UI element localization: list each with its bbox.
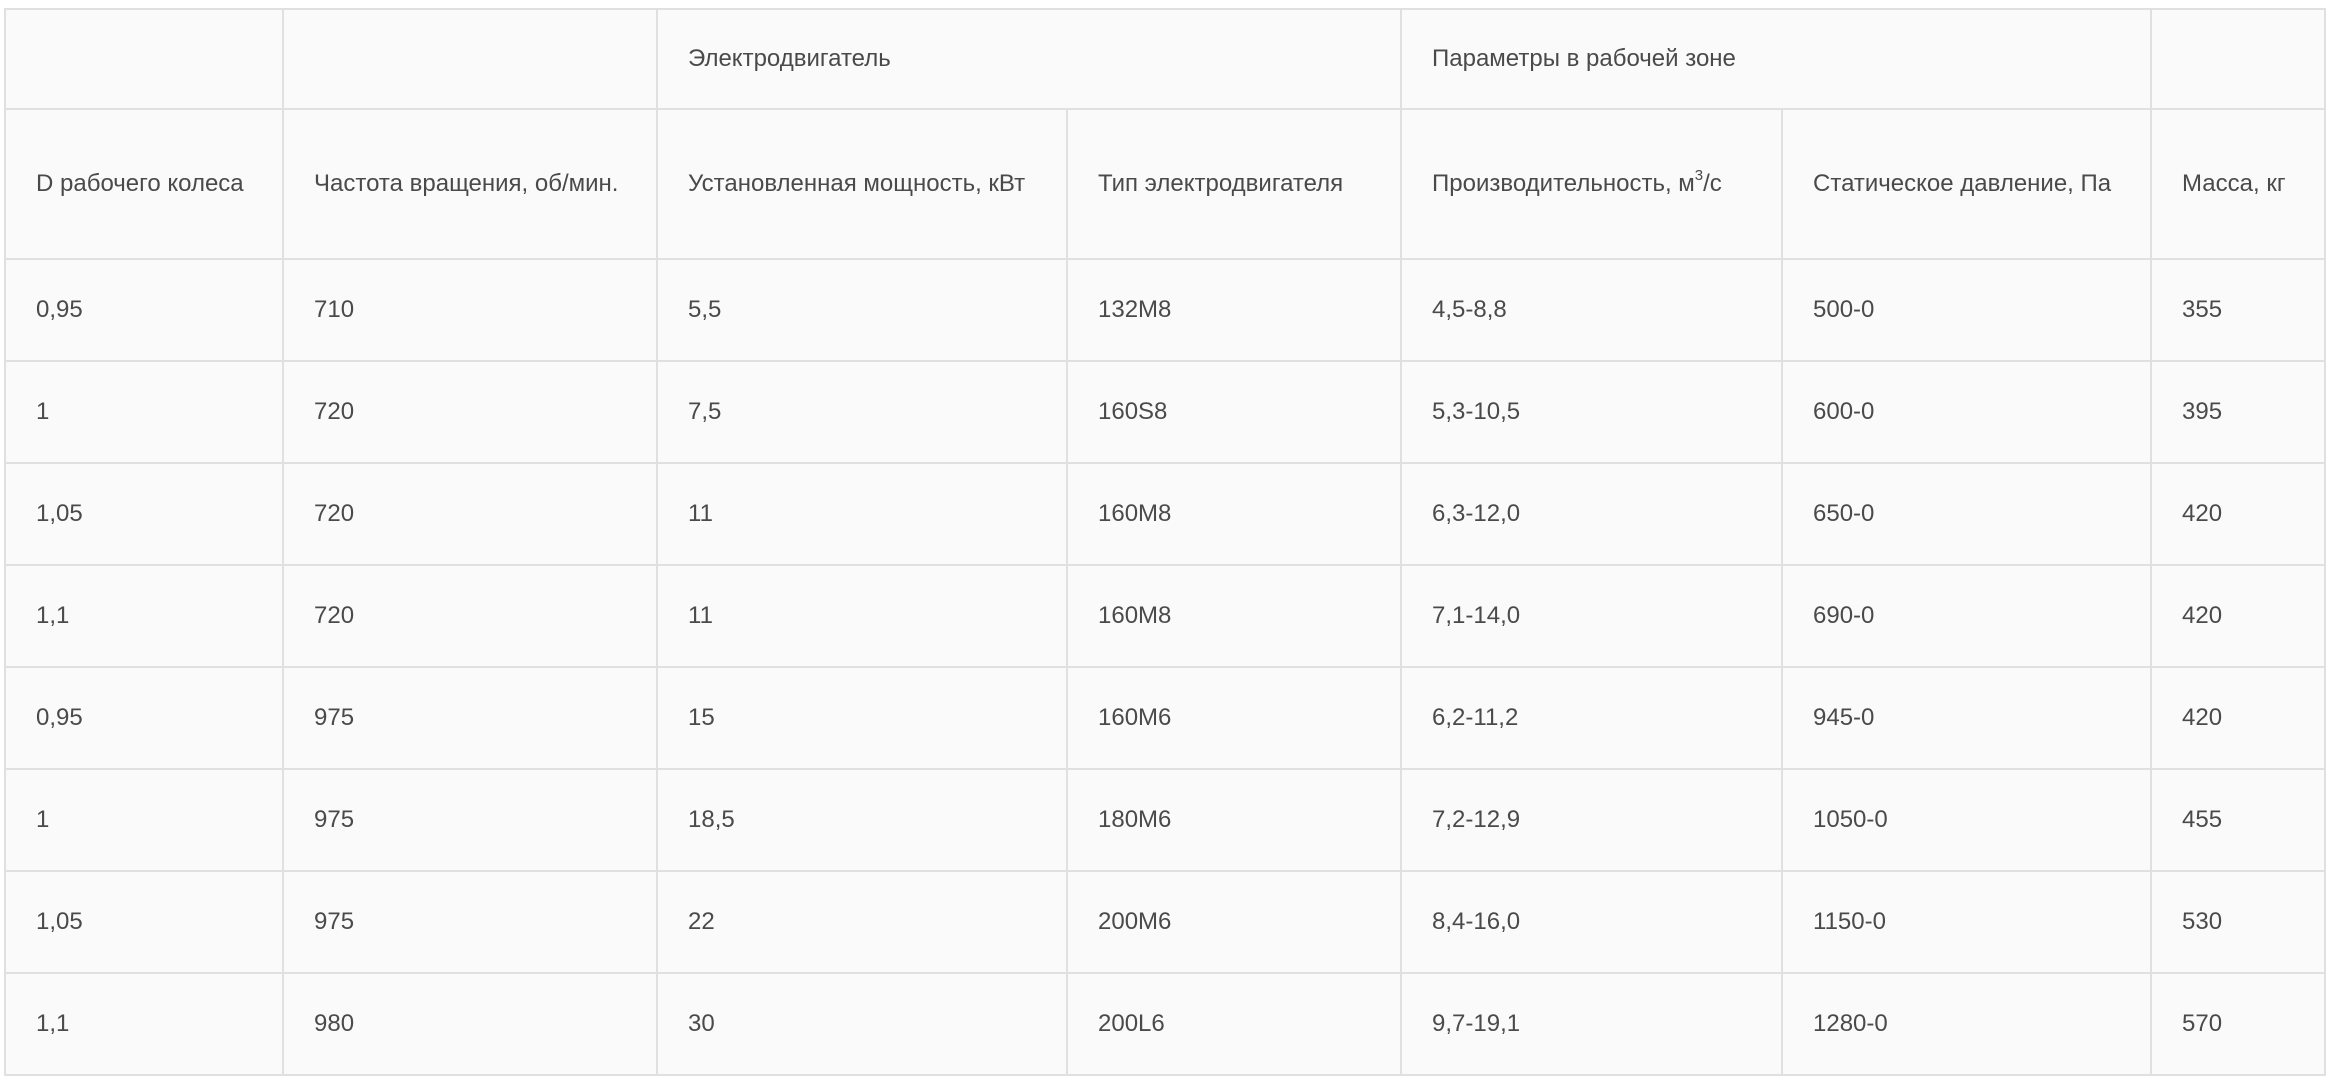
group-header-blank (283, 9, 657, 109)
cell-motor-type: 160S8 (1067, 361, 1401, 463)
cell-motor-type: 200L6 (1067, 973, 1401, 1075)
cell-d-wheel: 1,05 (5, 463, 283, 565)
fan-specs-table (4, 8, 2326, 1076)
cell-capacity: 8,4-16,0 (1401, 871, 1782, 973)
cell-mass: 395 (2151, 361, 2325, 463)
cell-d-wheel: 1,05 (5, 871, 283, 973)
cell-rpm: 720 (283, 565, 657, 667)
cell-pressure: 650-0 (1782, 463, 2151, 565)
cell-capacity: 7,2-12,9 (1401, 769, 1782, 871)
cell-pressure: 1050-0 (1782, 769, 2151, 871)
cell-capacity: 6,2-11,2 (1401, 667, 1782, 769)
cell-pressure: 1280-0 (1782, 973, 2151, 1075)
cell-motor-type: 180М6 (1067, 769, 1401, 871)
table-row (5, 259, 2325, 361)
cell-rpm: 975 (283, 769, 657, 871)
group-header-blank (5, 9, 283, 109)
cell-pressure: 500-0 (1782, 259, 2151, 361)
cell-power: 22 (657, 871, 1067, 973)
cell-power: 11 (657, 463, 1067, 565)
table-row (5, 667, 2325, 769)
column-header-motor-type: Тип электродвигателя (1067, 109, 1401, 259)
cell-pressure: 945-0 (1782, 667, 2151, 769)
table-row (5, 871, 2325, 973)
cell-capacity: 9,7-19,1 (1401, 973, 1782, 1075)
cell-motor-type: 132М8 (1067, 259, 1401, 361)
group-header-blank (2151, 9, 2325, 109)
cell-d-wheel: 0,95 (5, 259, 283, 361)
cell-capacity: 4,5-8,8 (1401, 259, 1782, 361)
cell-capacity: 7,1-14,0 (1401, 565, 1782, 667)
cell-pressure: 600-0 (1782, 361, 2151, 463)
table-row (5, 769, 2325, 871)
cell-d-wheel: 0,95 (5, 667, 283, 769)
cell-d-wheel: 1,1 (5, 973, 283, 1075)
capacity-unit-suffix: /с (1703, 170, 1722, 197)
cell-power: 5,5 (657, 259, 1067, 361)
cell-d-wheel: 1,1 (5, 565, 283, 667)
column-header-rpm: Частота вращения, об/мин. (283, 109, 657, 259)
cell-mass: 420 (2151, 463, 2325, 565)
cell-mass: 420 (2151, 565, 2325, 667)
cell-capacity: 6,3-12,0 (1401, 463, 1782, 565)
cell-motor-type: 200М6 (1067, 871, 1401, 973)
cell-power: 7,5 (657, 361, 1067, 463)
cell-d-wheel: 1 (5, 769, 283, 871)
table-row (5, 973, 2325, 1075)
cell-rpm: 975 (283, 871, 657, 973)
column-header-power: Установленная мощность, кВт (657, 109, 1067, 259)
cell-pressure: 1150-0 (1782, 871, 2151, 973)
column-header-capacity (1401, 109, 1782, 259)
column-header-pressure: Статическое давление, Па (1782, 109, 2151, 259)
cell-mass: 530 (2151, 871, 2325, 973)
cell-rpm: 710 (283, 259, 657, 361)
table-row (5, 565, 2325, 667)
cell-mass: 420 (2151, 667, 2325, 769)
cell-mass: 570 (2151, 973, 2325, 1075)
cell-motor-type: 160М8 (1067, 463, 1401, 565)
cell-capacity: 5,3-10,5 (1401, 361, 1782, 463)
column-header-d-wheel: D рабочего колеса (5, 109, 283, 259)
capacity-superscript: 3 (1694, 167, 1704, 184)
cell-mass: 355 (2151, 259, 2325, 361)
cell-power: 18,5 (657, 769, 1067, 871)
capacity-label: Производительность, м (1432, 170, 1695, 197)
table-wrapper (4, 8, 2326, 1076)
table-row (5, 463, 2325, 565)
table-row (5, 361, 2325, 463)
cell-rpm: 720 (283, 361, 657, 463)
cell-power: 15 (657, 667, 1067, 769)
column-header-row (5, 109, 2325, 259)
cell-power: 30 (657, 973, 1067, 1075)
group-header-motor: Электродвигатель (657, 9, 1401, 109)
group-header-row (5, 9, 2325, 109)
cell-d-wheel: 1 (5, 361, 283, 463)
cell-rpm: 720 (283, 463, 657, 565)
cell-rpm: 980 (283, 973, 657, 1075)
cell-pressure: 690-0 (1782, 565, 2151, 667)
cell-mass: 455 (2151, 769, 2325, 871)
cell-power: 11 (657, 565, 1067, 667)
column-header-mass: Масса, кг (2151, 109, 2325, 259)
cell-motor-type: 160М6 (1067, 667, 1401, 769)
cell-motor-type: 160М8 (1067, 565, 1401, 667)
cell-rpm: 975 (283, 667, 657, 769)
group-header-work-zone: Параметры в рабочей зоне (1401, 9, 2151, 109)
